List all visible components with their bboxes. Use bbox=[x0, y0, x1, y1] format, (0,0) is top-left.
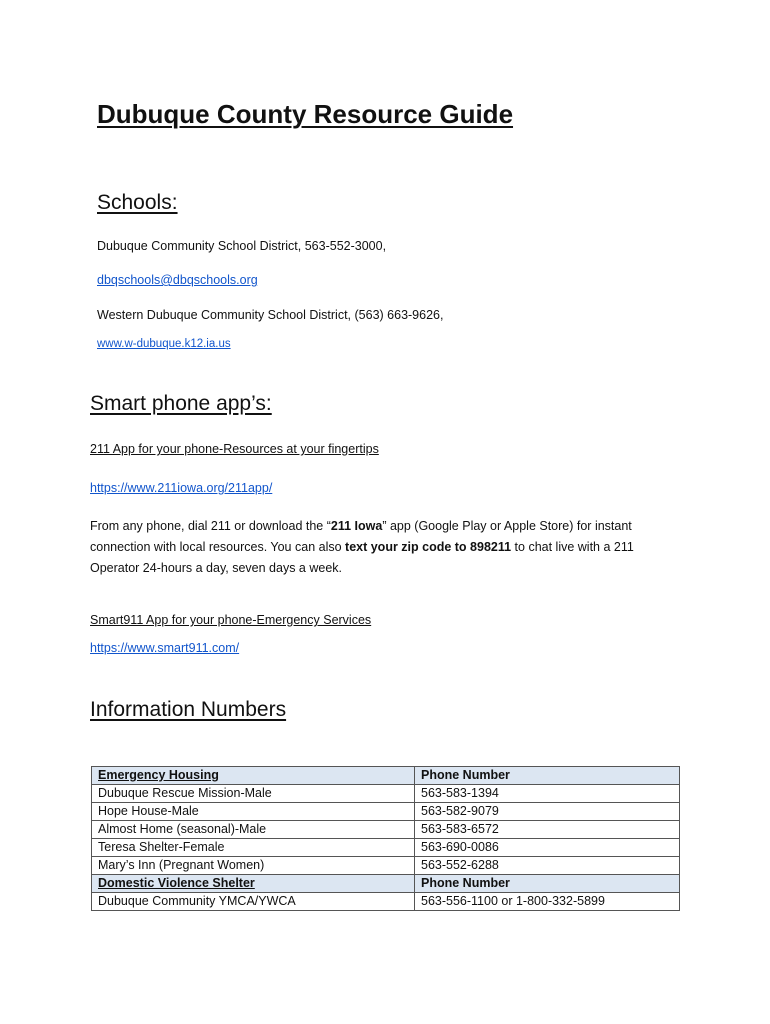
w-dubuque-website-link[interactable]: www.w-dubuque.k12.ia.us bbox=[97, 338, 231, 350]
resource-name-cell: Teresa Shelter-Female bbox=[92, 839, 415, 857]
smart911-url-link[interactable]: https://www.smart911.com/ bbox=[90, 641, 240, 655]
phone-header-cell: Phone Number bbox=[415, 767, 680, 785]
phone-number-cell: 563-582-9079 bbox=[415, 803, 680, 821]
page-title: Dubuque County Resource Guide bbox=[97, 99, 514, 129]
smart911-title: Smart911 App for your phone-Emergency Services bbox=[90, 613, 372, 627]
phone-number-cell: 563-556-1100 or 1-800-332-5899 bbox=[415, 893, 680, 911]
para-text-2: ” app (Google Play or Apple Store) for instant connection with local resources. You can also bbox=[90, 519, 632, 554]
table-row bbox=[92, 857, 680, 875]
table-row bbox=[92, 821, 680, 839]
para-text-3: to chat live with a 211 Operator 24-hours a day, seven days a week. bbox=[90, 540, 634, 575]
phone-number-cell: 563-552-6288 bbox=[415, 857, 680, 875]
western-district-line: Western Dubuque Community School District, (563) 663-9626, bbox=[97, 308, 444, 322]
resource-name-cell: Hope House-Male bbox=[92, 803, 415, 821]
resource-name-cell: Almost Home (seasonal)-Male bbox=[92, 821, 415, 839]
table-row bbox=[92, 839, 680, 857]
para-bold-text-zip: text your zip code to 898211 bbox=[345, 540, 512, 554]
phone-number-cell: 563-583-6572 bbox=[415, 821, 680, 839]
resource-name-cell: Mary’s Inn (Pregnant Women) bbox=[92, 857, 415, 875]
dubuque-district-line: Dubuque Community School District, 563-552-3000, bbox=[97, 239, 387, 253]
para-text-1: From any phone, dial 211 or download the “ bbox=[90, 519, 331, 533]
information-numbers-table bbox=[91, 766, 680, 911]
phone-header-cell: Phone Number bbox=[415, 875, 680, 893]
smart-phone-apps-heading: Smart phone app’s: bbox=[90, 392, 272, 415]
phone-number-cell: 563-583-1394 bbox=[415, 785, 680, 803]
app-211-title: 211 App for your phone-Resources at your fingertips bbox=[90, 442, 379, 456]
app-211-description bbox=[90, 516, 650, 579]
table-header-row bbox=[92, 767, 680, 785]
resource-name-cell: Dubuque Community YMCA/YWCA bbox=[92, 893, 415, 911]
schools-heading: Schools: bbox=[97, 191, 178, 214]
category-header-cell: Domestic Violence Shelter bbox=[92, 875, 415, 893]
table-row bbox=[92, 803, 680, 821]
resource-name-cell: Dubuque Rescue Mission-Male bbox=[92, 785, 415, 803]
category-header-cell: Emergency Housing bbox=[92, 767, 415, 785]
phone-number-cell: 563-690-0086 bbox=[415, 839, 680, 857]
app-211-url-link[interactable]: https://www.211iowa.org/211app/ bbox=[90, 481, 273, 495]
dbqschools-email-link[interactable]: dbqschools@dbqschools.org bbox=[97, 273, 258, 287]
table-row bbox=[92, 893, 680, 911]
table-header-row bbox=[92, 875, 680, 893]
table-row bbox=[92, 785, 680, 803]
para-bold-211-iowa: 211 Iowa bbox=[330, 519, 383, 533]
information-numbers-heading: Information Numbers bbox=[90, 698, 287, 721]
